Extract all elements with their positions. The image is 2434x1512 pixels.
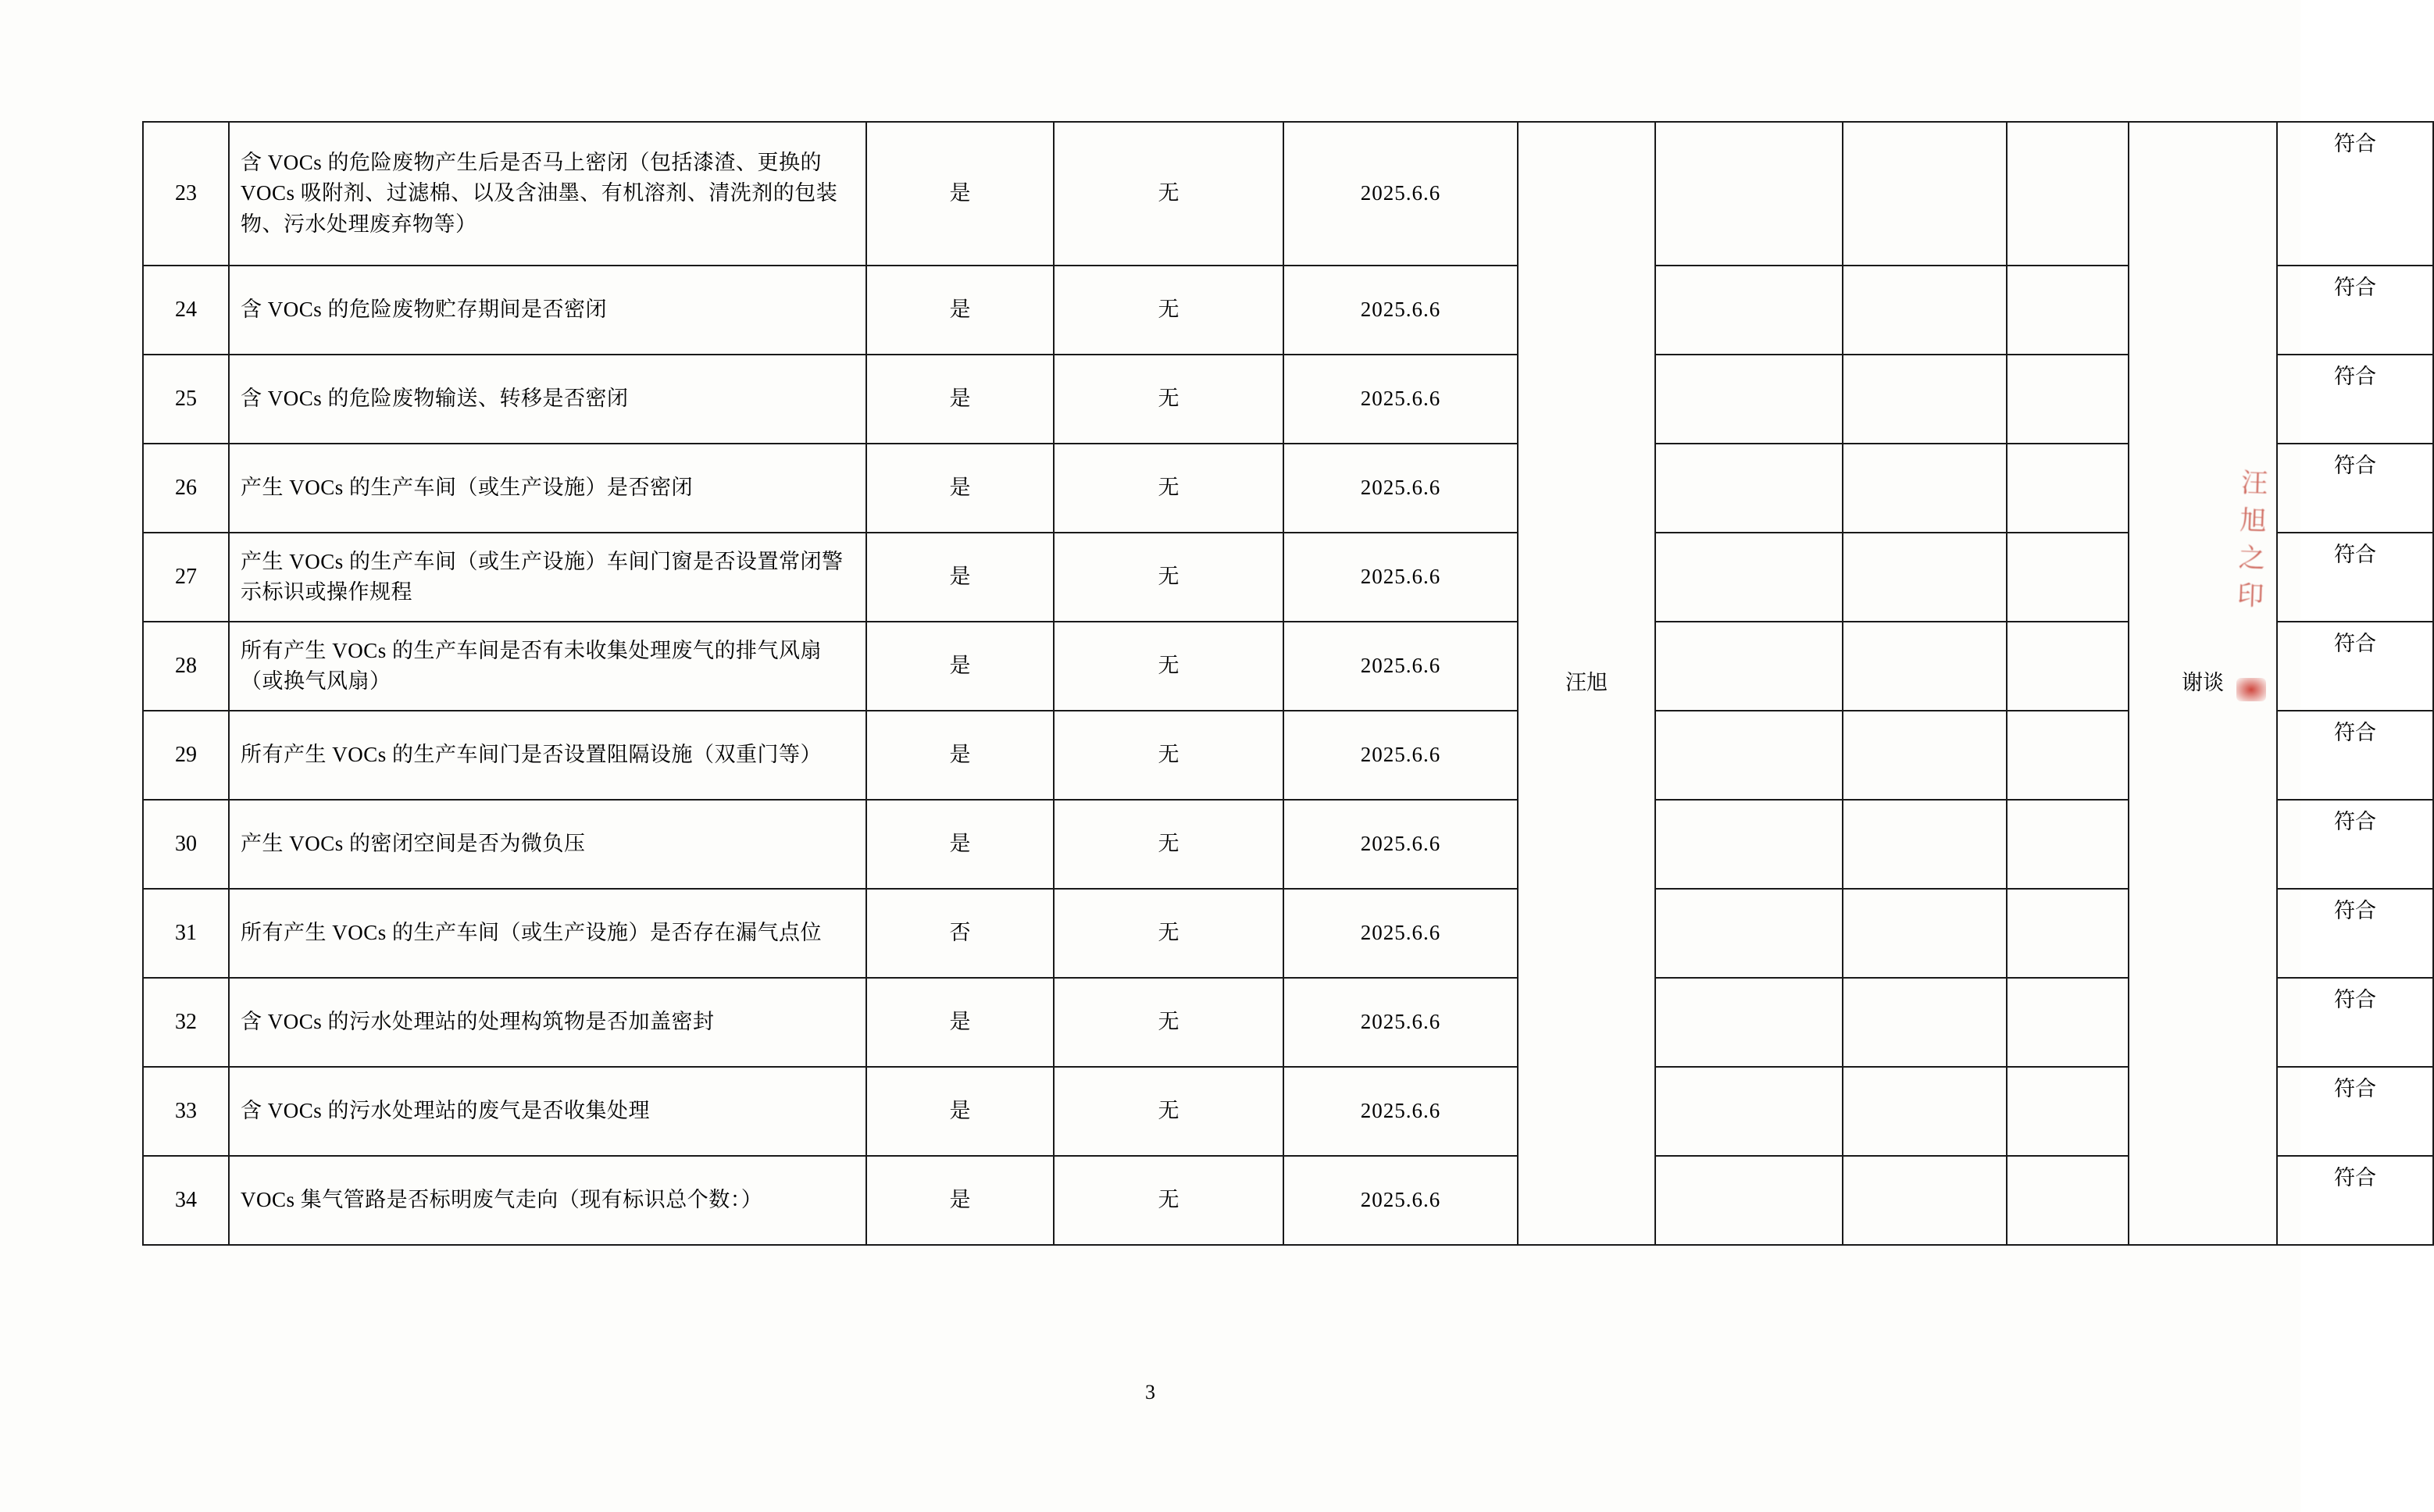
row-blank-3 [2007,622,2129,711]
row-result: 符合 [2277,1156,2433,1245]
row-result: 符合 [2277,711,2433,800]
row-answer: 是 [866,1156,1054,1245]
row-problem: 无 [1054,889,1283,978]
row-blank-1 [1655,889,1843,978]
row-blank-2 [1843,1156,2007,1245]
row-problem: 无 [1054,1156,1283,1245]
row-blank-2 [1843,800,2007,889]
row-index: 34 [143,1156,229,1245]
row-answer: 是 [866,1067,1054,1156]
row-blank-3 [2007,711,2129,800]
row-result: 符合 [2277,889,2433,978]
row-blank-2 [1843,622,2007,711]
row-date: 2025.6.6 [1283,1156,1518,1245]
table-row [143,355,2433,444]
row-blank-3 [2007,533,2129,622]
row-problem: 无 [1054,978,1283,1067]
row-result: 符合 [2277,978,2433,1067]
row-result: 符合 [2277,533,2433,622]
row-blank-2 [1843,266,2007,355]
row-problem: 无 [1054,1067,1283,1156]
row-answer: 是 [866,444,1054,533]
table-row [143,889,2433,978]
row-result: 符合 [2277,800,2433,889]
row-description: 产生 VOCs 的生产车间（或生产设施）车间门窗是否设置常闭警示标识或操作规程 [229,533,866,622]
row-blank-2 [1843,1067,2007,1156]
row-result: 符合 [2277,122,2433,266]
table-row [143,533,2433,622]
row-blank-1 [1655,444,1843,533]
row-index: 31 [143,889,229,978]
row-blank-3 [2007,444,2129,533]
row-blank-1 [1655,978,1843,1067]
row-date: 2025.6.6 [1283,889,1518,978]
row-date: 2025.6.6 [1283,266,1518,355]
row-answer: 是 [866,622,1054,711]
row-blank-3 [2007,1067,2129,1156]
row-description: 含 VOCs 的危险废物产生后是否马上密闭（包括漆渣、更换的 VOCs 吸附剂、过滤棉、以及含油墨、有机溶剂、清洗剂的包装物、污水处理废弃物等） [229,122,866,266]
table-row [143,711,2433,800]
row-problem: 无 [1054,711,1283,800]
row-blank-1 [1655,122,1843,266]
row-blank-1 [1655,800,1843,889]
row-blank-1 [1655,622,1843,711]
row-date: 2025.6.6 [1283,122,1518,266]
row-description: 所有产生 VOCs 的生产车间（或生产设施）是否存在漏气点位 [229,889,866,978]
table-row [143,622,2433,711]
row-answer: 否 [866,889,1054,978]
row-blank-3 [2007,1156,2129,1245]
row-date: 2025.6.6 [1283,800,1518,889]
row-blank-3 [2007,978,2129,1067]
inspection-person: 汪旭 [1518,122,1655,1245]
row-answer: 是 [866,533,1054,622]
row-blank-1 [1655,1156,1843,1245]
row-blank-3 [2007,889,2129,978]
table-row [143,1067,2433,1156]
row-problem: 无 [1054,622,1283,711]
row-description: 所有产生 VOCs 的生产车间是否有未收集处理废气的排气风扇（或换气风扇） [229,622,866,711]
row-date: 2025.6.6 [1283,355,1518,444]
row-blank-1 [1655,711,1843,800]
row-description: 含 VOCs 的污水处理站的处理构筑物是否加盖密封 [229,978,866,1067]
row-index: 27 [143,533,229,622]
row-blank-1 [1655,1067,1843,1156]
record-person: 谢谈 [2129,122,2277,1245]
row-index: 26 [143,444,229,533]
row-answer: 是 [866,711,1054,800]
row-index: 23 [143,122,229,266]
row-blank-3 [2007,355,2129,444]
row-problem: 无 [1054,800,1283,889]
row-blank-2 [1843,711,2007,800]
row-answer: 是 [866,122,1054,266]
row-description: VOCs 集气管路是否标明废气走向（现有标识总个数：） [229,1156,866,1245]
row-blank-1 [1655,533,1843,622]
row-index: 28 [143,622,229,711]
row-blank-2 [1843,355,2007,444]
row-date: 2025.6.6 [1283,533,1518,622]
row-index: 25 [143,355,229,444]
row-date: 2025.6.6 [1283,444,1518,533]
row-description: 产生 VOCs 的密闭空间是否为微负压 [229,800,866,889]
row-date: 2025.6.6 [1283,1067,1518,1156]
inspection-checklist-table [142,121,2434,1246]
row-answer: 是 [866,266,1054,355]
row-result: 符合 [2277,1067,2433,1156]
row-date: 2025.6.6 [1283,622,1518,711]
row-description: 含 VOCs 的污水处理站的废气是否收集处理 [229,1067,866,1156]
row-index: 32 [143,978,229,1067]
stamp-text: 汪旭之印 [2232,468,2267,619]
row-index: 29 [143,711,229,800]
row-problem: 无 [1054,533,1283,622]
row-problem: 无 [1054,122,1283,266]
page-number: 3 [1145,1381,1155,1403]
row-result: 符合 [2277,622,2433,711]
row-blank-2 [1843,978,2007,1067]
row-result: 符合 [2277,444,2433,533]
row-blank-2 [1843,533,2007,622]
table-row [143,266,2433,355]
table-row [143,1156,2433,1245]
row-blank-3 [2007,122,2129,266]
row-blank-3 [2007,266,2129,355]
row-blank-2 [1843,444,2007,533]
row-problem: 无 [1054,355,1283,444]
row-blank-1 [1655,355,1843,444]
row-blank-2 [1843,122,2007,266]
row-result: 符合 [2277,266,2433,355]
row-answer: 是 [866,800,1054,889]
row-description: 含 VOCs 的危险废物贮存期间是否密闭 [229,266,866,355]
row-description: 所有产生 VOCs 的生产车间门是否设置阻隔设施（双重门等） [229,711,866,800]
row-blank-3 [2007,800,2129,889]
row-index: 30 [143,800,229,889]
table-row [143,978,2433,1067]
row-answer: 是 [866,978,1054,1067]
row-problem: 无 [1054,444,1283,533]
row-index: 33 [143,1067,229,1156]
table-row [143,800,2433,889]
row-date: 2025.6.6 [1283,978,1518,1067]
table-row [143,444,2433,533]
row-date: 2025.6.6 [1283,711,1518,800]
row-blank-2 [1843,889,2007,978]
row-problem: 无 [1054,266,1283,355]
table-row [143,122,2433,266]
row-blank-1 [1655,266,1843,355]
row-description: 含 VOCs 的危险废物输送、转移是否密闭 [229,355,866,444]
row-index: 24 [143,266,229,355]
row-result: 符合 [2277,355,2433,444]
row-description: 产生 VOCs 的生产车间（或生产设施）是否密闭 [229,444,866,533]
row-answer: 是 [866,355,1054,444]
